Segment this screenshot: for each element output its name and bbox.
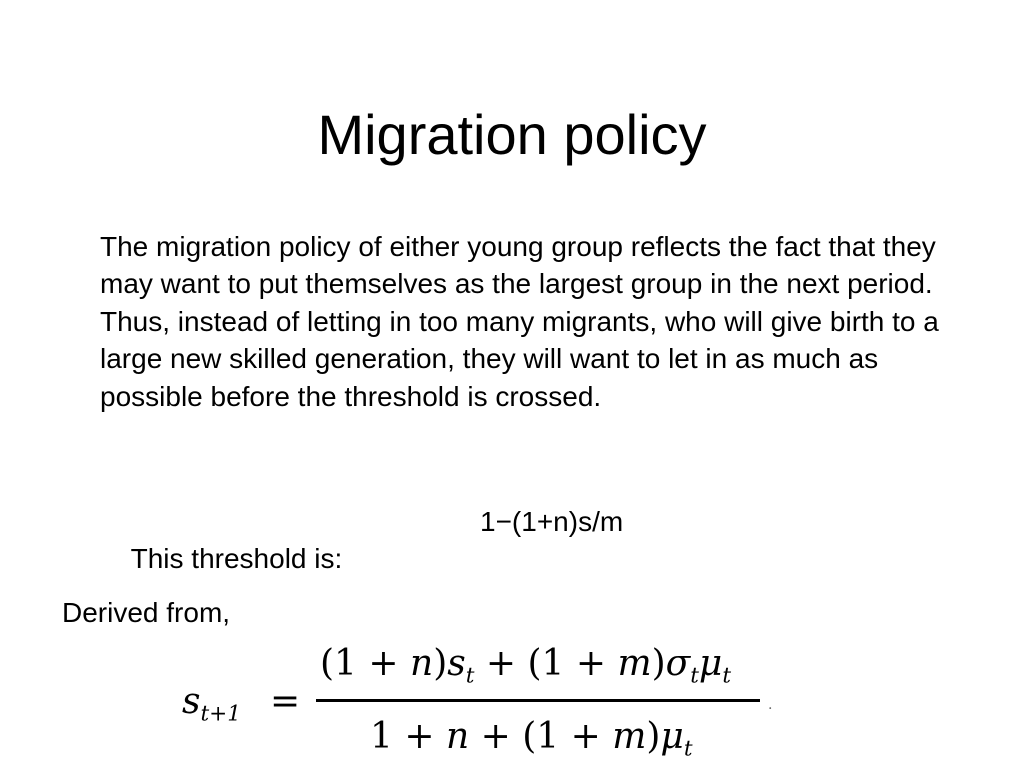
formula-lhs: $s_{t+1}$ xyxy=(182,681,241,727)
fraction-bar xyxy=(316,699,760,702)
threshold-expression: 1−(1+n)s/m xyxy=(480,506,624,537)
derived-from-label: Derived from, xyxy=(62,597,231,628)
formula-numerator: $(1 + n)s_t + (1 + m)\sigma_t\mu_t$ xyxy=(320,643,732,689)
formula-equals: = xyxy=(270,681,301,722)
threshold-label: This threshold is: xyxy=(130,543,343,574)
slide-title: Migration policy xyxy=(317,102,707,166)
formula-trailing-dot: . xyxy=(768,697,773,713)
body-paragraph: The migration policy of either young group reflects the fact that they may want to put themselves as the largest group in the next period. Thus, instead of letting in too many migrants, who will give birth to a large new skilled generation, they will want to let in as much as possible before the threshold is crossed. xyxy=(100,231,939,412)
formula-denominator: $1 + n + (1 + m)\mu_t$ xyxy=(370,716,693,762)
